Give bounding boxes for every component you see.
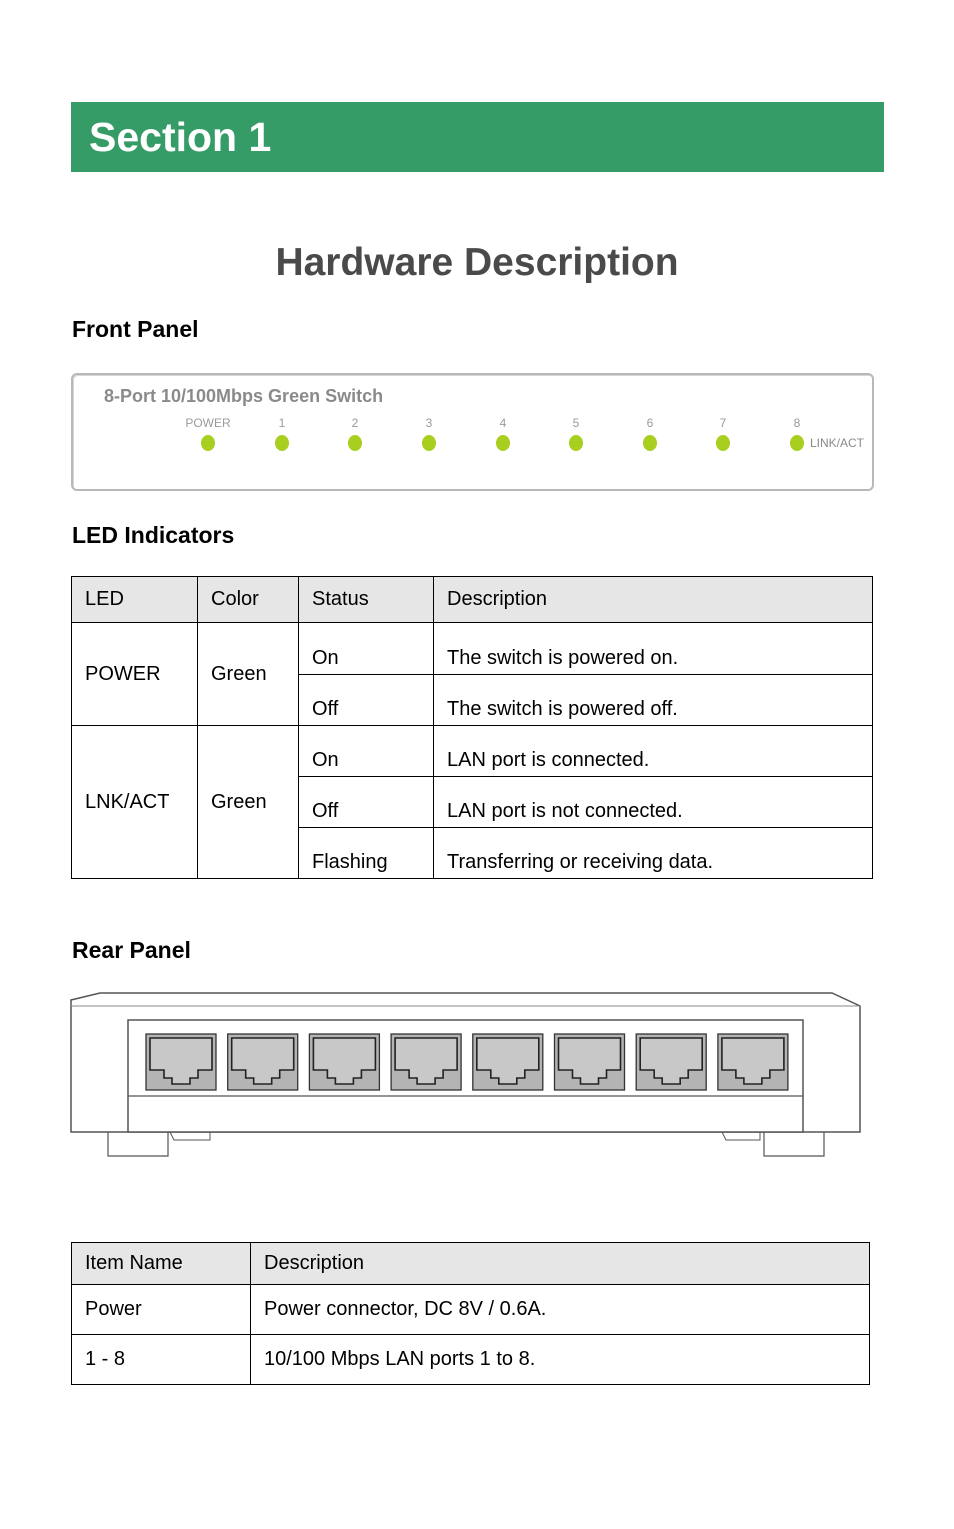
led-name-cell: POWER [72, 623, 198, 726]
item-name-cell: 1 - 8 [72, 1335, 251, 1385]
led-color-cell: Green [198, 623, 299, 726]
item-name-cell: Power [72, 1285, 251, 1335]
description-cell: Transferring or receiving data. [434, 828, 873, 879]
rj45-port-1 [146, 1034, 216, 1090]
led-label-3: 3 [425, 416, 433, 430]
led-color-cell: Green [198, 726, 299, 879]
led-port-8 [790, 435, 804, 451]
table-header-row [72, 577, 873, 623]
led-name-cell: LNK/ACT [72, 726, 198, 879]
rj45-port-3 [309, 1034, 379, 1090]
status-cell: On [299, 726, 434, 777]
rear-panel-drawing [70, 992, 862, 1160]
item-description-cell: Power connector, DC 8V / 0.6A. [251, 1285, 870, 1335]
description-cell: The switch is powered on. [434, 623, 873, 675]
led-port-2 [348, 435, 362, 451]
led-power [201, 435, 215, 451]
table-header-row [72, 1243, 870, 1285]
rj45-port-5 [473, 1034, 543, 1090]
column-header: LED [72, 577, 198, 623]
column-header: Status [299, 577, 434, 623]
table-row [72, 1285, 870, 1335]
status-cell: On [299, 623, 434, 675]
rear-panel-illustration [70, 992, 862, 1160]
rj45-port-7 [636, 1034, 706, 1090]
item-description-cell: 10/100 Mbps LAN ports 1 to 8. [251, 1335, 870, 1385]
led-label-7: 7 [719, 416, 727, 430]
column-header: Item Name [72, 1243, 251, 1285]
switch-model-label: 8-Port 10/100Mbps Green Switch [104, 386, 384, 406]
led-indicators-table [71, 576, 873, 879]
table-row [72, 623, 873, 675]
led-port-3 [422, 435, 436, 451]
status-cell: Flashing [299, 828, 434, 879]
rj45-port-6 [555, 1034, 625, 1090]
led-port-7 [716, 435, 730, 451]
led-label-5: 5 [572, 416, 580, 430]
page-title: Hardware Description [275, 241, 679, 284]
status-cell: Off [299, 675, 434, 726]
description-cell: LAN port is connected. [434, 726, 873, 777]
section-banner [71, 102, 884, 172]
description-cell: The switch is powered off. [434, 675, 873, 726]
led-label-1: 1 [278, 416, 286, 430]
led-label-2: 2 [351, 416, 359, 430]
column-header: Color [198, 577, 299, 623]
front-panel-illustration [71, 373, 874, 491]
table-row [72, 726, 873, 777]
rj45-port-8 [718, 1034, 788, 1090]
column-header: Description [251, 1243, 870, 1285]
led-label-6: 6 [646, 416, 654, 430]
table-row [72, 1335, 870, 1385]
rj45-port-2 [228, 1034, 298, 1090]
led-port-4 [496, 435, 510, 451]
rj45-port-4 [391, 1034, 461, 1090]
led-port-1 [275, 435, 289, 451]
front-panel-heading: Front Panel [72, 316, 199, 342]
led-label-power: POWER [185, 416, 231, 430]
led-port-5 [569, 435, 583, 451]
led-label-8: 8 [793, 416, 801, 430]
description-cell: LAN port is not connected. [434, 777, 873, 828]
led-port-6 [643, 435, 657, 451]
led-indicators-heading: LED Indicators [72, 522, 235, 548]
rear-panel-items-table [71, 1242, 870, 1385]
led-label-4: 4 [499, 416, 507, 430]
status-cell: Off [299, 777, 434, 828]
section-label: Section 1 [89, 114, 272, 160]
rear-panel-heading: Rear Panel [72, 937, 191, 963]
column-header: Description [434, 577, 873, 623]
link-act-label: LINK/ACT [810, 436, 865, 450]
